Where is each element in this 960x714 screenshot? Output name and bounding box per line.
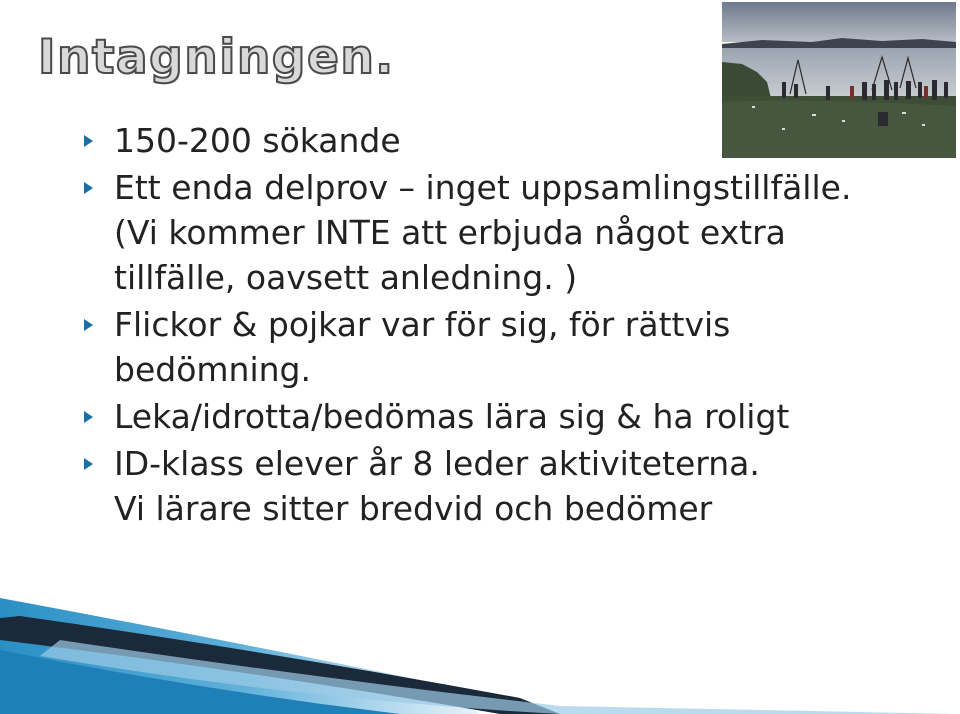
triangle-right-icon bbox=[84, 458, 93, 470]
triangle-right-icon bbox=[84, 319, 93, 331]
slide-title: Intagningen. bbox=[38, 30, 395, 85]
bullet-item bbox=[84, 165, 904, 300]
bullet-item bbox=[84, 118, 904, 163]
bullet-list bbox=[84, 118, 904, 533]
bullet-text: (Vi kommer INTE att erbjuda något extra bbox=[114, 213, 786, 252]
bullet-item bbox=[84, 441, 904, 531]
bullet-text: Leka/idrotta/bedömas lära sig & ha roligt bbox=[114, 397, 790, 436]
bullet-item bbox=[84, 394, 904, 439]
bullet-text: Vi lärare sitter bredvid och bedömer bbox=[114, 489, 713, 528]
triangle-right-icon bbox=[84, 411, 93, 423]
decorative-swoosh bbox=[0, 580, 960, 714]
triangle-right-icon bbox=[84, 182, 93, 194]
bullet-text: tillfälle, oavsett anledning. ) bbox=[114, 258, 578, 297]
bullet-item bbox=[84, 302, 904, 392]
bullet-text: ID-klass elever år 8 leder aktiviteterna. bbox=[114, 444, 760, 483]
bullet-text: Flickor & pojkar var för sig, för rättvis bbox=[114, 305, 731, 344]
bullet-text: 150-200 sökande bbox=[114, 121, 401, 160]
bullet-text: bedömning. bbox=[114, 350, 311, 389]
triangle-right-icon bbox=[84, 135, 93, 147]
bullet-text: Ett enda delprov – inget uppsamlingstillfälle. bbox=[114, 168, 852, 207]
